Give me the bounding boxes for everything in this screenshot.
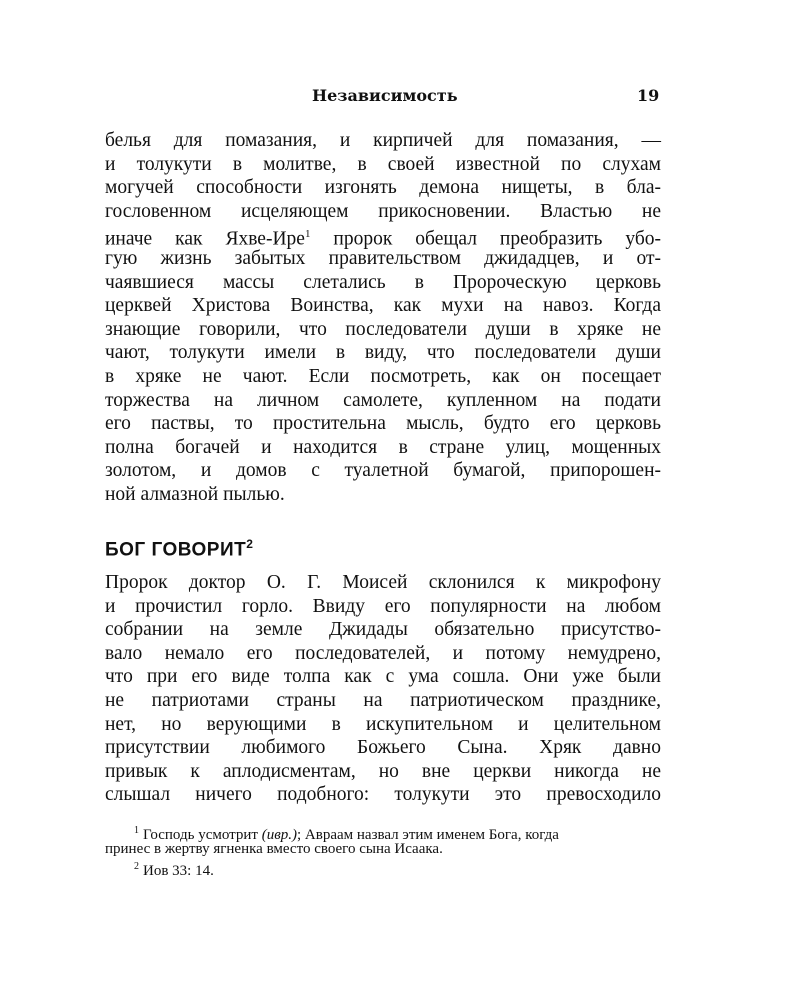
text-line: чаявшиеся массы слетались в Пророческую церковь: [105, 271, 661, 293]
footnote-1-mark: 1: [134, 825, 139, 836]
footnote-1-text: Господь усмотрит: [143, 827, 262, 843]
text-line: в хряке не чают. Если посмотреть, как он посещает: [105, 365, 661, 387]
section-heading-text: БОГ ГОВОРИТ: [105, 539, 247, 561]
text-line: и прочистил горло. Ввиду его популярности на любом: [105, 595, 661, 617]
text-segment: пророк обещал преобразить убо-: [310, 228, 661, 250]
text-line: привык к аплодисментам, но вне церкви никогда не: [105, 760, 661, 782]
text-line: могучей способности изгонять демона нищеты, в бла-: [105, 177, 661, 199]
text-segment: иначе как Яхве-Ире: [105, 228, 305, 250]
text-line: и толукути в молитве, в своей известной по слухам: [105, 153, 661, 175]
text-line: его паствы, то простительна мысль, будто его церковь: [105, 413, 661, 435]
text-line: вало немало его последователей, и потому немудрено,: [105, 642, 661, 664]
text-line: торжества на личном самолете, купленном на подати: [105, 389, 661, 411]
paragraph-1: [105, 129, 661, 507]
footnote-2-line: [134, 858, 664, 879]
footnote-1-abbr: (ивр.): [261, 827, 297, 843]
footnote-1-text: ; Авраам назвал этим именем Бога, когда: [297, 827, 559, 843]
footnote-ref-1: 1: [304, 228, 311, 241]
section-heading: [105, 537, 253, 561]
text-line: церквей Христова Воинства, как мухи на навоз. Когда: [105, 295, 661, 317]
text-line: ной алмазной пылью.: [105, 483, 285, 505]
footnote-ref-2: 2: [246, 537, 254, 551]
text-line: чают, толукути имели в виду, что последователи души: [105, 342, 661, 364]
text-line: гословенном исцеляющем прикосновении. Властью не: [105, 200, 661, 222]
footnote-2-mark: 2: [134, 861, 139, 872]
text-line: присутствии любимого Божьего Сына. Хряк давно: [105, 737, 661, 759]
text-line: полна богачей и находится в стране улиц, мощенных: [105, 436, 661, 458]
text-line: белья для помазания, и кирпичей для помазания, —: [105, 130, 661, 151]
page-number: 19: [637, 86, 660, 105]
text-line: слышал ничего подобного: толукути это превосходило: [105, 784, 661, 806]
text-line-with-note: [105, 223, 661, 250]
text-line: гую жизнь забытых правительством джидадцев, и от-: [105, 247, 661, 269]
paragraph-2: [105, 571, 661, 807]
text-line: нет, но верующими в искупительном и целительном: [105, 713, 661, 735]
footnotes: [105, 822, 664, 879]
footnote-2-text: Иов 33: 14.: [143, 863, 214, 879]
text-line: что при его виде толпа как с ума сошла. Они уже были: [105, 666, 661, 688]
text-line: знающие говорили, что последователи души в хряке не: [105, 318, 661, 340]
text-line: не патриотами страны на патриотическом празднике,: [105, 689, 661, 711]
text-line: золотом, и домов с туалетной бумагой, припорошен-: [105, 460, 661, 482]
text-line: Пророк доктор О. Г. Моисей склонился к микрофону: [105, 572, 661, 593]
running-header: [0, 86, 800, 110]
text-line: собрании на земле Джидады обязательно присутство-: [105, 619, 661, 641]
running-title: Независимость: [312, 86, 458, 105]
footnote-1-line: принес в жертву ягненка вместо своего сына Исаака.: [105, 841, 443, 857]
footnote-1-line: [134, 822, 664, 843]
